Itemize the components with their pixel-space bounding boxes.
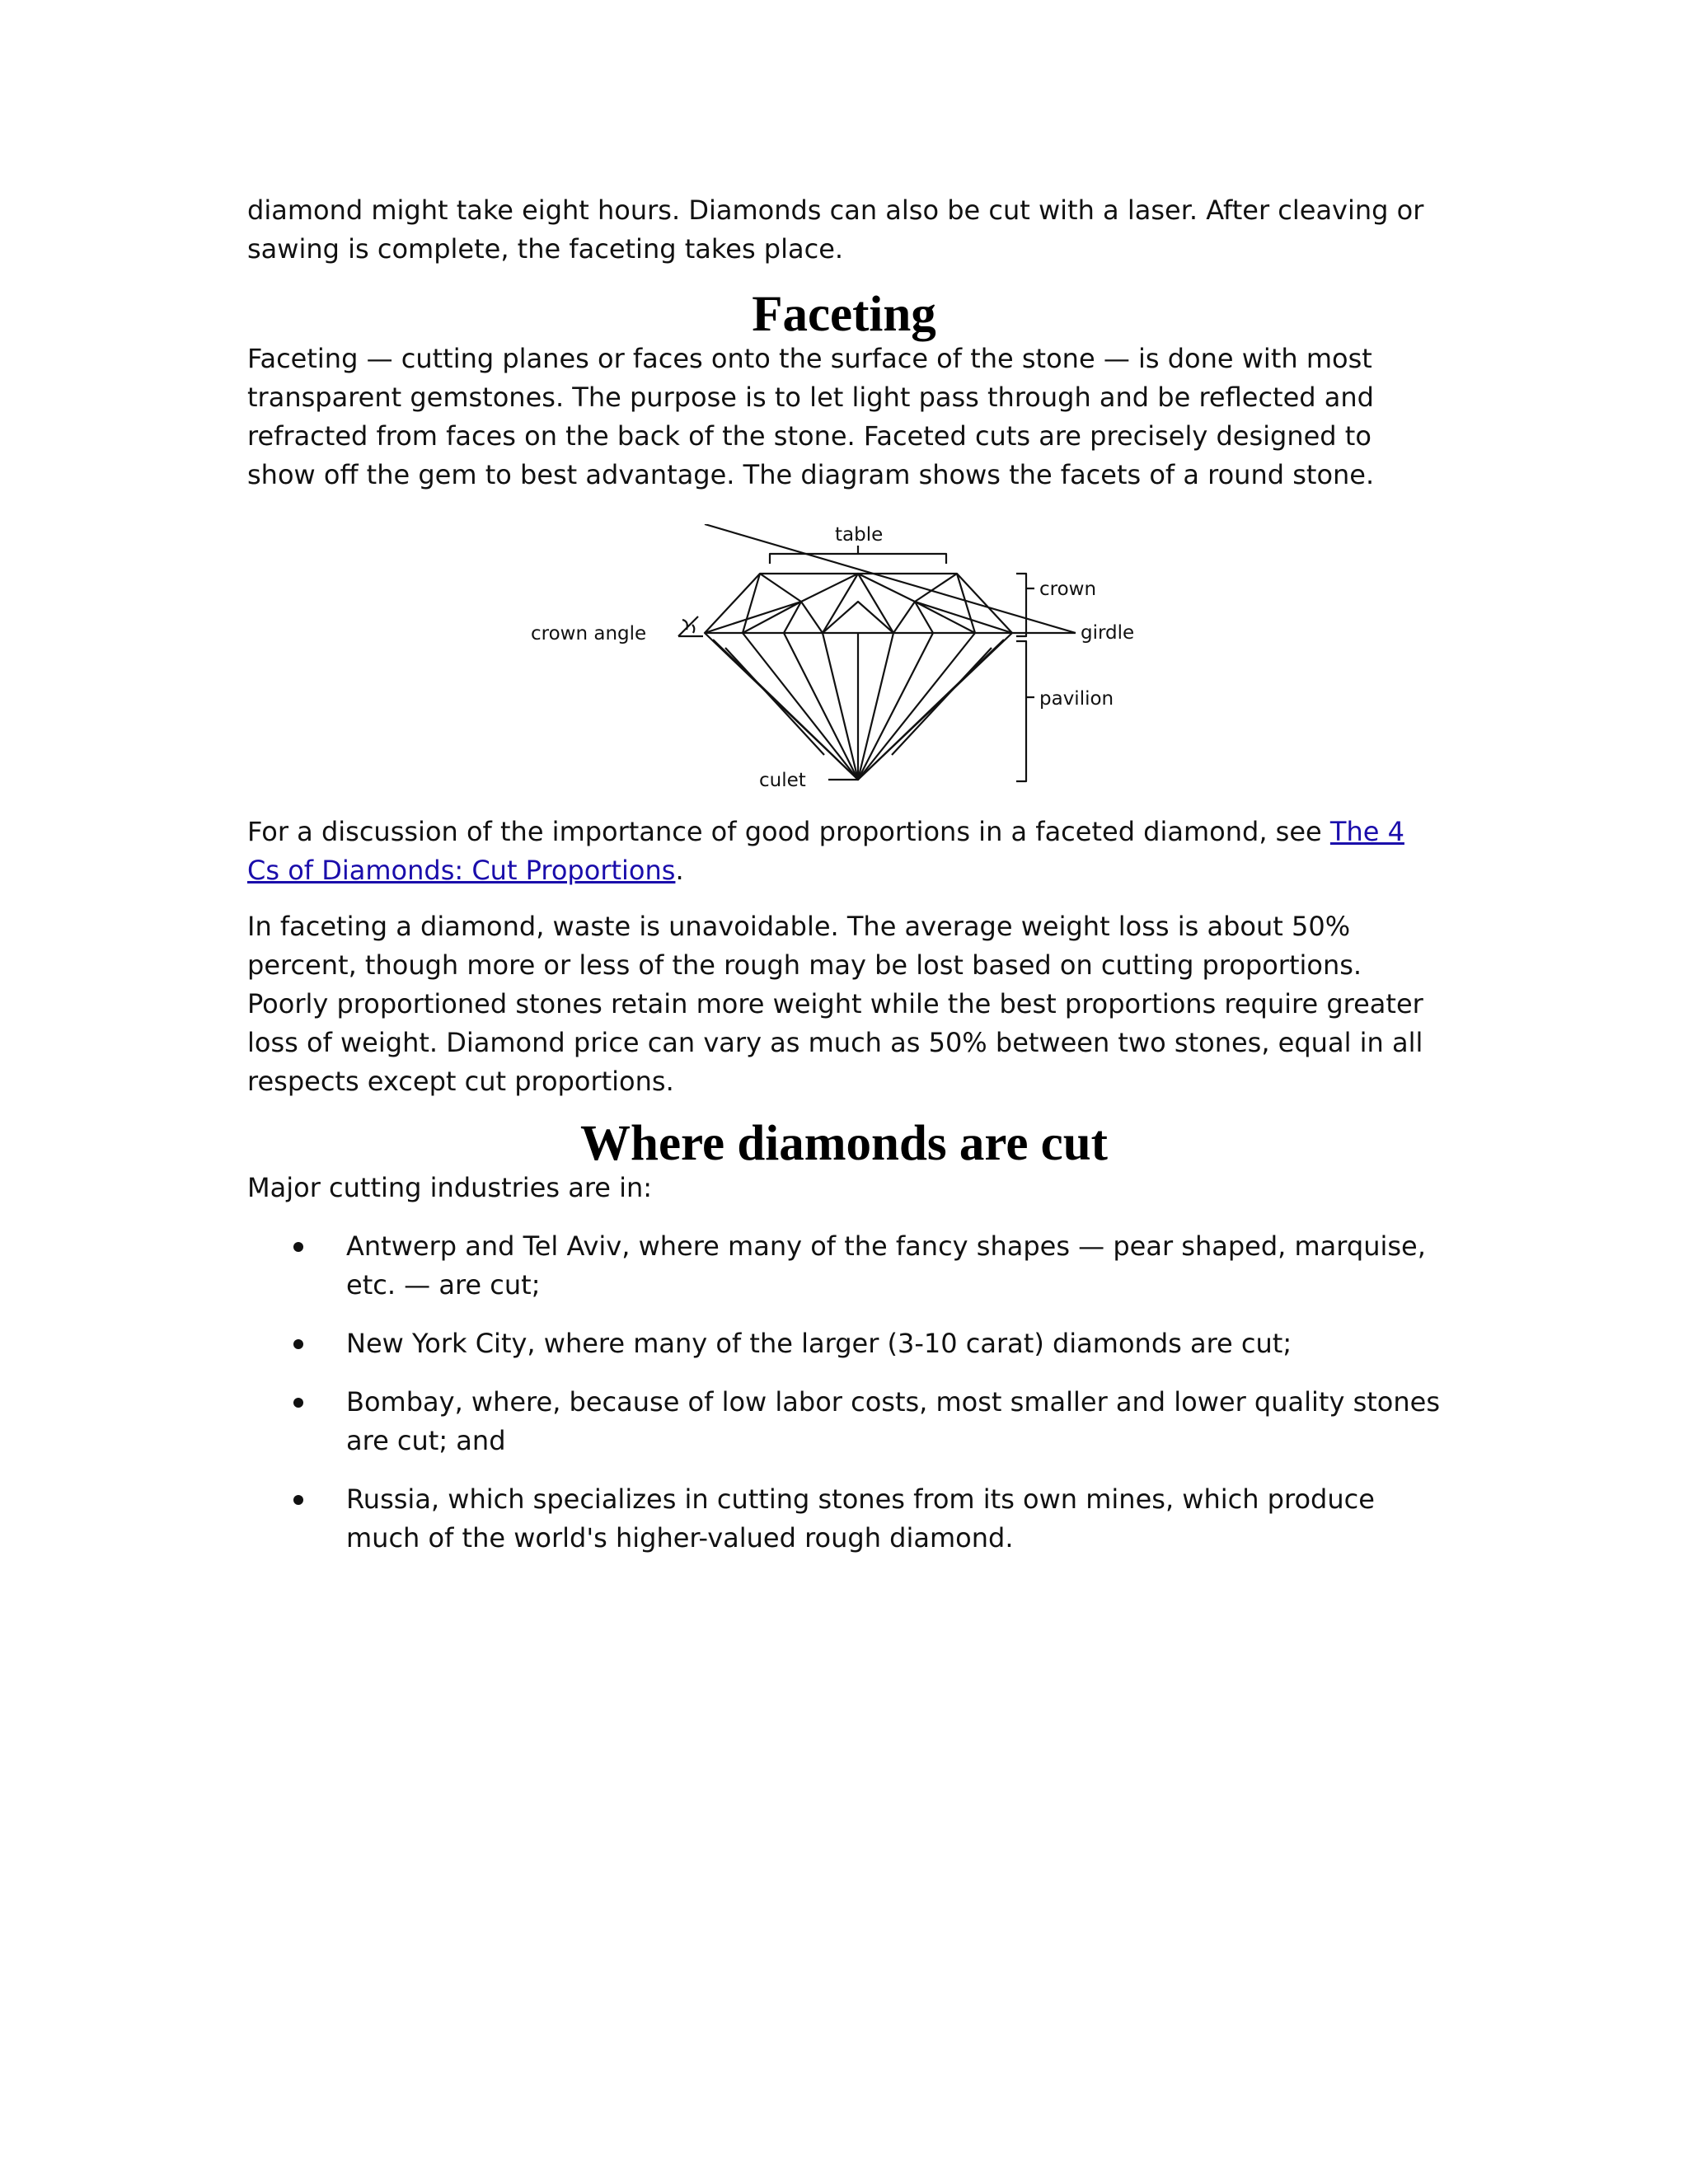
list-item — [247, 1324, 1441, 1363]
list-item-text: Antwerp and Tel Aviv, where many of the fancy shapes — pear shaped, marquise, etc. — are cut; — [346, 1230, 1426, 1301]
diamond-facet-diagram — [247, 524, 1441, 798]
table-label: table — [835, 524, 884, 546]
diamond-facet-svg — [247, 524, 1441, 798]
pavilion-bracket — [1016, 641, 1034, 781]
where-cut-heading: Where diamonds are cut — [580, 1116, 1108, 1171]
faceting-paragraph: Faceting — cutting planes or faces onto the surface of the stone — is done with most transparent gemstones. The purpose is to let light pass through and be reflected and refracted from faces on the back of the stone. Faceted cuts are precisely designed to show off the gem to best advantage. The diagram shows the facets of a round stone. — [247, 343, 1375, 490]
crown-angle-label: crown angle — [531, 623, 647, 644]
bullet-icon — [293, 1242, 303, 1252]
cutting-locations-list — [247, 1227, 1441, 1558]
culet-label: culet — [759, 770, 806, 791]
crown-angle-mark — [678, 616, 703, 636]
crown-label: crown — [1039, 579, 1097, 600]
pavilion-label: pavilion — [1039, 688, 1114, 710]
list-item-text: Bombay, where, because of low labor costs, most smaller and lower quality stones are cut; and — [346, 1386, 1440, 1456]
list-item — [247, 1383, 1441, 1460]
bullet-icon — [293, 1495, 303, 1505]
bullet-icon — [293, 1398, 303, 1408]
proportions-text: For a discussion of the importance of good proportions in a faceted diamond, see — [247, 816, 1330, 847]
proportions-period: . — [675, 855, 684, 886]
document-page — [247, 191, 1441, 1558]
intro-paragraph: diamond might take eight hours. Diamonds can also be cut with a laser. After cleaving or sawing is complete, the faceting takes place. — [247, 194, 1424, 265]
girdle-line — [705, 524, 1076, 633]
list-item-text: Russia, which specializes in cutting stones from its own mines, which produce much of the world's higher-valued rough diamond. — [346, 1483, 1375, 1554]
table-bracket — [770, 546, 946, 564]
waste-paragraph: In faceting a diamond, waste is unavoidable. The average weight loss is about 50% percent, though more or less of the rough may be lost based on cutting proportions. Poorly proportioned stones retain more weight while the best proportions require greater loss of weight. Diamond price can vary as much as 50% between two stones, equal in all respects except cut proportions. — [247, 911, 1423, 1097]
list-item — [247, 1227, 1441, 1305]
cutting-intro: Major cutting industries are in: — [247, 1172, 653, 1203]
proportions-paragraph — [247, 813, 1441, 890]
list-item — [247, 1480, 1441, 1558]
list-item-text: New York City, where many of the larger (3-10 carat) diamonds are cut; — [346, 1328, 1292, 1359]
crown-bracket — [1016, 574, 1034, 636]
faceting-heading: Faceting — [752, 287, 936, 342]
bullet-icon — [293, 1339, 303, 1349]
cut-proportions-link[interactable]: The 4 Cs of Diamonds: Cut Proportions — [247, 816, 1404, 886]
girdle-label: girdle — [1081, 622, 1135, 644]
